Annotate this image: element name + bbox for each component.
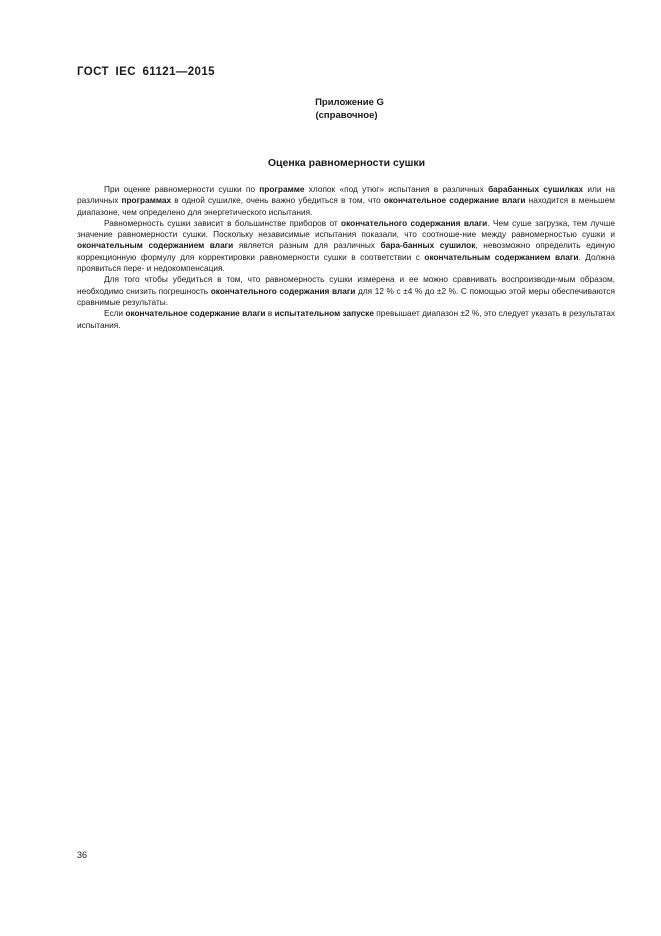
text-run: . Должна проявиться пере- и недокомпенсация.: [77, 251, 615, 274]
text-run: Равномерность сушки зависит в большинстве приборов от: [104, 217, 342, 228]
standard-code-header: ГОСТ IEC 61121—2015: [77, 66, 215, 78]
appendix-subtitle: (справочное): [315, 110, 378, 121]
text-run: При оценке равномерности сушки по: [104, 184, 260, 194]
term-bold: окончательного содержания влаги: [210, 285, 356, 296]
text-run: . Чем суше загрузка, тем лучше значение равномерности сушки. Поскольку независимые испытания показали, что соотноше-ние между равномерностью сушки и: [77, 217, 615, 240]
paragraph: [77, 218, 615, 274]
term-bold: программах: [121, 195, 172, 206]
body-text: [77, 184, 615, 331]
term-bold: окончательное содержание влаги: [383, 195, 526, 206]
term-bold: окончательного содержания влаги: [341, 217, 488, 228]
text-run: Для того чтобы убедиться в том, что равномерность сушки измерена и ее можно сравнивать воспроизводи-мым образом, необходимо снизить погрешность: [77, 274, 615, 296]
text-run: , невозможно определить единую коррекционную формулу для корректировки равномерности сушки в соответствии с: [77, 240, 615, 262]
text-run: в одной сушилке, очень важно убедиться в том, что: [171, 195, 384, 206]
section-title: Оценка равномерности сушки: [267, 157, 426, 169]
term-bold: окончательным содержанием влаги: [77, 240, 234, 251]
text-run: является разным для различных: [233, 240, 381, 251]
term-bold: программе: [259, 184, 305, 194]
text-run: находится в меньшем диапазоне, чем определено для энергетического испытания.: [77, 195, 615, 217]
text-run: превышает диапазон ±2 %, это следует указать в результатах испытания.: [77, 308, 615, 330]
appendix-heading: [0, 96, 661, 122]
term-bold: окончательным содержанием влаги: [424, 251, 579, 262]
text-run: в: [265, 308, 275, 319]
paragraph: [77, 274, 615, 308]
paragraph: [77, 308, 615, 331]
term-bold: бара-банных сушилок: [380, 240, 476, 251]
text-run: хлопок «под утюг» испытания в различных: [304, 184, 489, 194]
paragraph: [77, 184, 615, 218]
term-bold: испытательном запуске: [274, 308, 374, 319]
appendix-title: Приложение G: [315, 97, 384, 108]
text-run: или на различных: [77, 184, 615, 206]
term-bold: окончательное содержание влаги: [125, 308, 266, 319]
term-bold: барабанных сушилках: [488, 184, 584, 194]
page-number: 36: [77, 850, 88, 860]
text-run: Если: [104, 308, 126, 319]
text-run: для 12 % с ±4 % до ±2 %. С помощью этой меры обеспечиваются сравнимые результаты.: [77, 285, 615, 307]
